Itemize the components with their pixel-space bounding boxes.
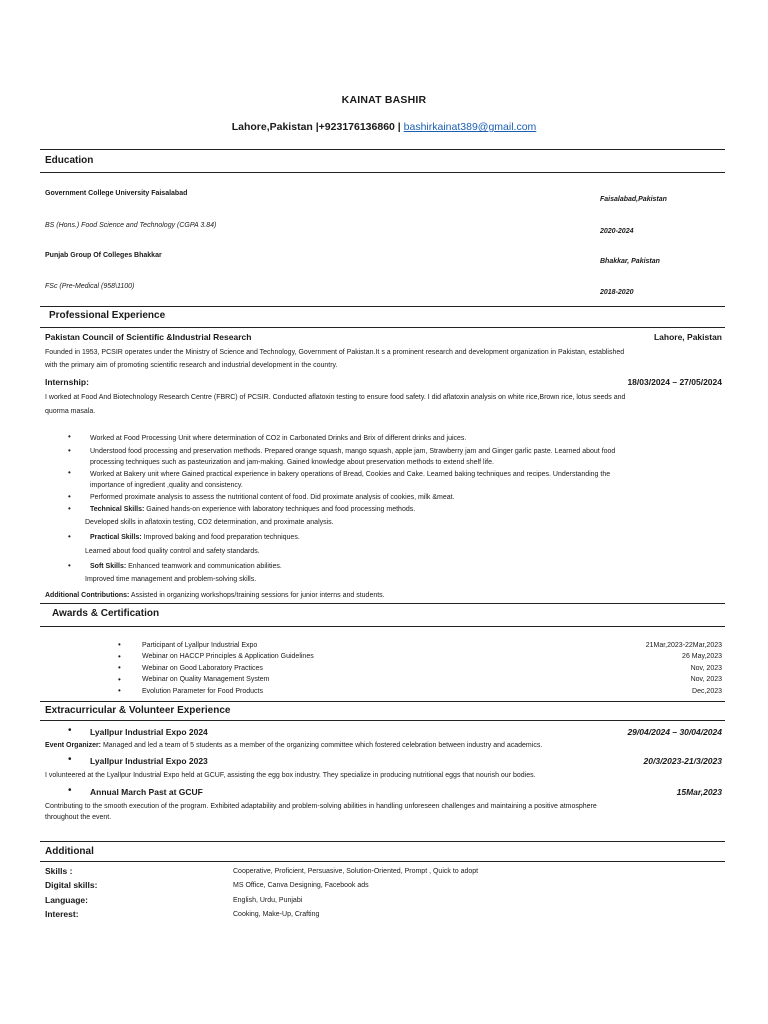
additional-heading: Additional (45, 846, 94, 857)
experience-org: Pakistan Council of Scientific &Industrial Research (45, 332, 252, 342)
additional-value: Cooking, Make-Up, Crafting (233, 911, 320, 918)
internship-description: quorma masala. (45, 408, 96, 415)
candidate-name: KAINAT BASHIR (341, 94, 427, 106)
divider (40, 701, 725, 702)
bullet-icon: • (68, 492, 71, 501)
additional-label: Language: (45, 895, 88, 905)
education-heading: Education (45, 155, 94, 166)
experience-bullet: processing techniques such as pasteurization and jam-making. Gained knowledge about preservation methods to extend shelf life. (90, 459, 494, 466)
event-role-text: Managed and led a team of 5 students as a member of the organizing committee which fostered celebration between industry and academics. (101, 742, 543, 749)
award-name: Evolution Parameter for Food Products (142, 688, 264, 695)
event-title: Annual March Past at GCUF (90, 787, 203, 797)
email-link[interactable]: bashirkainat389@gmail.com (403, 121, 537, 133)
event-description: Contributing to the smooth execution of the program. Exhibited adaptability and problem-solving abilities in handling unforeseen challenges and maintaining a positive atmosphere (45, 803, 597, 810)
divider (40, 149, 725, 150)
event-title: Lyallpur Industrial Expo 2023 (90, 756, 208, 766)
divider (40, 172, 725, 173)
technical-skills-label: Technical Skills: (90, 506, 145, 513)
education-dates: 2020-2024 (600, 228, 634, 235)
award-date: 26 May,2023 (682, 653, 722, 660)
bullet-icon: • (118, 640, 121, 649)
bullet-icon: • (68, 754, 72, 765)
bullet-icon: • (68, 785, 72, 796)
additional-value: English, Urdu, Punjabi (233, 897, 303, 904)
bullet-icon: • (68, 432, 71, 441)
org-description: Founded in 1953, PCSIR operates under the Ministry of Science and Technology, Government of Pakistan.It s a prominent research and development organization in Pakistan, established (45, 349, 625, 356)
contact-location-phone: Lahore,Pakistan |+923176136860 | (231, 121, 404, 133)
additional-label: Skills : (45, 866, 73, 876)
soft-skills-text: Enhanced teamwork and communication abilities. (126, 563, 282, 570)
divider (40, 327, 725, 328)
experience-bullet: Worked at Bakery unit where Gained practical experience in bakery operations of Bread, Cookies and Cake. Learned baking techniques and recipes. Understanding the (90, 471, 611, 478)
event-dates: 20/3/2023-21/3/2023 (643, 756, 722, 766)
technical-skills (90, 506, 415, 513)
technical-skills-detail: Developed skills in aflatoxin testing, CO2 determination, and proximate analysis. (85, 519, 334, 526)
event-description: I volunteered at the Lyallpur Industrial Expo held at GCUF, assisting the egg box industry. They specialize in producing nutritional eggs that nourish our bodies. (45, 772, 536, 779)
internship-dates: 18/03/2024 – 27/05/2024 (627, 377, 722, 387)
experience-bullet: Understood food processing and preservation methods. Prepared orange squash, mango squash, apple jam, Strawberry jam and Ginger garlic paste. Learned about food (90, 448, 616, 455)
practical-skills (90, 534, 300, 541)
award-name: Participant of Lyallpur Industrial Expo (142, 642, 258, 649)
additional-label: Interest: (45, 909, 79, 919)
bullet-icon: • (68, 504, 71, 513)
practical-skills-text: Improved baking and food preparation techniques. (141, 534, 300, 541)
award-name: Webinar on Quality Management System (142, 676, 270, 683)
education-institution: Punjab Group Of Colleges Bhakkar (45, 252, 162, 259)
technical-skills-text: Gained hands-on experience with laboratory techniques and food processing methods. (144, 506, 416, 513)
additional-contributions-label: Additional Contributions: (45, 592, 130, 599)
experience-bullet: Worked at Food Processing Unit where determination of CO2 in Carbonated Drinks and Brix of different drinks and juices. (90, 435, 467, 442)
education-location: Faisalabad,Pakistan (600, 196, 667, 203)
event-dates: 29/04/2024 – 30/04/2024 (627, 727, 722, 737)
bullet-icon: • (118, 663, 121, 672)
award-date: Nov, 2023 (690, 665, 722, 672)
event-title: Lyallpur Industrial Expo 2024 (90, 727, 208, 737)
bullet-icon: • (118, 675, 121, 684)
additional-value: Cooperative, Proficient, Persuasive, Solution-Oriented, Prompt , Quick to adopt (233, 868, 479, 875)
education-degree: FSc (Pre-Medical (958\1100) (45, 283, 135, 290)
divider (40, 626, 725, 627)
practical-skills-label: Practical Skills: (90, 534, 142, 541)
divider (40, 306, 725, 307)
soft-skills-label: Soft Skills: (90, 563, 127, 570)
education-dates: 2018-2020 (600, 289, 634, 296)
internship-description: I worked at Food And Biotechnology Research Centre (FBRC) of PCSIR. Conducted aflatoxin testing to ensure food safety. I did aflatoxin analysis on white rice,Brown rice, lotus seeds and (45, 394, 626, 401)
experience-location: Lahore, Pakistan (653, 332, 722, 342)
bullet-icon: • (68, 468, 71, 477)
additional-contributions-text: Assisted in organizing workshops/training sessions for junior interns and students. (129, 592, 385, 599)
divider (40, 603, 725, 604)
practical-skills-detail: Learned about food quality control and safety standards. (85, 548, 260, 555)
internship-label: Internship: (45, 377, 89, 387)
soft-skills (90, 563, 282, 570)
additional-value: MS Office, Canva Designing, Facebook ads (233, 882, 369, 889)
bullet-icon: • (68, 561, 71, 570)
event-description: throughout the event. (45, 814, 112, 821)
education-location: Bhakkar, Pakistan (600, 258, 660, 265)
soft-skills-detail: Improved time management and problem-solving skills. (85, 576, 257, 583)
award-name: Webinar on Good Laboratory Practices (142, 665, 263, 672)
experience-heading: Professional Experience (49, 310, 166, 321)
experience-bullet: importance of ingredient ,quality and consistency. (90, 482, 243, 489)
bullet-icon: • (68, 532, 71, 541)
experience-bullet: Performed proximate analysis to assess the nutritional content of food. Did proximate analysis of cookies, milk &meat. (90, 494, 455, 501)
award-date: Dec,2023 (692, 688, 722, 695)
org-description: with the primary aim of promoting scientific research and industrial development in the country. (45, 362, 338, 369)
award-name: Webinar on HACCP Principles & Application Guidelines (142, 653, 314, 660)
contact-line (0, 121, 768, 133)
divider (40, 841, 725, 842)
event-role-label: Event Organizer: (45, 742, 102, 749)
event-dates: 15Mar,2023 (676, 787, 722, 797)
extracurricular-heading: Extracurricular & Volunteer Experience (45, 705, 231, 716)
event-description (45, 742, 542, 749)
additional-contributions (45, 592, 385, 599)
bullet-icon: • (68, 446, 71, 455)
education-degree: BS (Hons.) Food Science and Technology (CGPA 3.84) (45, 222, 217, 229)
divider (40, 861, 725, 862)
education-institution: Government College University Faisalabad (45, 190, 188, 197)
bullet-icon: • (118, 652, 121, 661)
award-date: 21Mar,2023-22Mar,2023 (645, 642, 722, 649)
divider (40, 720, 725, 721)
award-date: Nov, 2023 (690, 676, 722, 683)
bullet-icon: • (68, 725, 72, 736)
additional-label: Digital skills: (45, 880, 98, 890)
bullet-icon: • (118, 686, 121, 695)
awards-heading: Awards & Certification (52, 608, 160, 619)
